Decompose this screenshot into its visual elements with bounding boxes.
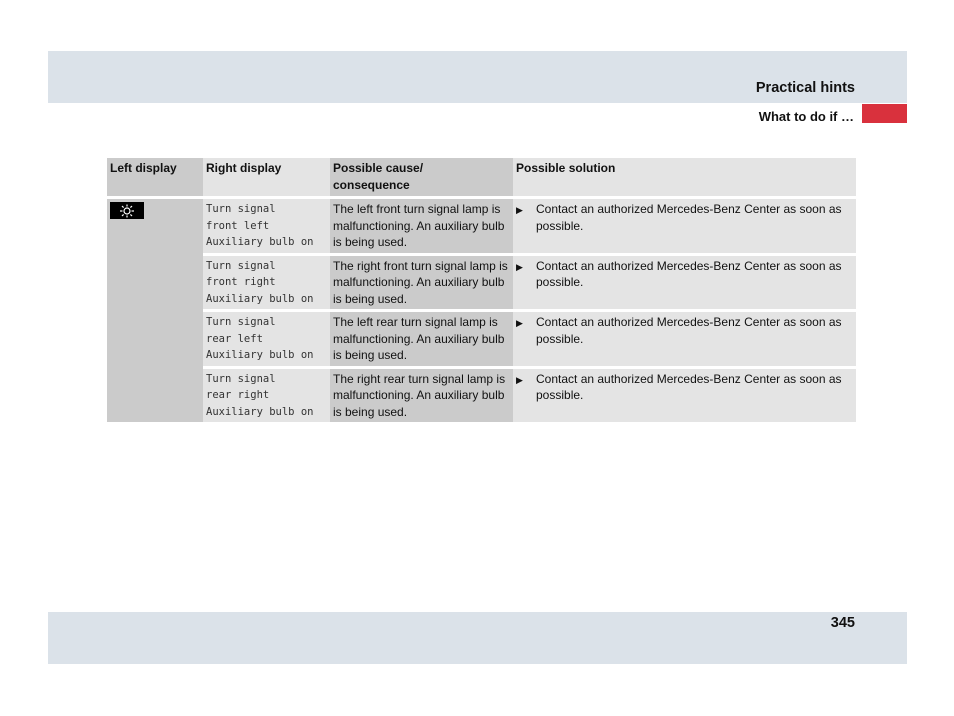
bullet-arrow-icon: ▶ [516,318,523,328]
table-row [107,367,856,422]
cause-cell: The left front turn signal lamp is malfunctioning. An auxiliary bulb is being used. [330,198,513,255]
subsection-title: What to do if … [758,109,854,124]
left-display-cell [107,198,203,423]
section-title: Practical hints [755,80,855,96]
column-header-solution: Possible solution [513,158,856,198]
bullet-arrow-icon: ▶ [516,261,523,272]
hints-table [107,158,856,422]
footer-band [48,612,907,664]
right-display-cell: Turn signal front left Auxiliary bulb on [203,198,330,255]
cause-cell: The right rear turn signal lamp is malfunctioning. An auxiliary bulb is being used. [330,367,513,422]
right-display-cell: Turn signal rear right Auxiliary bulb on [203,367,330,422]
column-header-right-display: Right display [203,158,330,198]
column-header-cause: Possible cause/ consequence [330,158,513,198]
cause-cell: The left rear turn signal lamp is malfunctioning. An auxiliary bulb is being used. [330,311,513,368]
solution-text: Contact an authorized Mercedes-Benz Center as soon as possible. [536,202,842,233]
solution-text: Contact an authorized Mercedes-Benz Center as soon as possible. [536,258,842,289]
cause-cell: The right front turn signal lamp is malfunctioning. An auxiliary bulb is being used. [330,254,513,311]
table-row [107,311,856,368]
solution-text: Contact an authorized Mercedes-Benz Center as soon as possible. [536,371,842,402]
solution-cell [513,311,856,368]
right-display-cell: Turn signal front right Auxiliary bulb on [203,254,330,311]
table-row [107,198,856,255]
section-marker-tab [862,104,907,123]
right-display-cell: Turn signal rear left Auxiliary bulb on [203,311,330,368]
solution-cell [513,367,856,422]
page-number: 345 [830,615,855,631]
table-header-row [107,158,856,198]
solution-cell [513,198,856,255]
bullet-arrow-icon: ▶ [516,374,523,385]
turn-signal-bulb-icon [110,202,144,219]
solution-text: Contact an authorized Mercedes-Benz Center as soon as possible. [536,315,842,346]
solution-cell [513,254,856,311]
column-header-left-display: Left display [107,158,203,198]
table-row [107,254,856,311]
bullet-arrow-icon: ▶ [516,205,523,215]
